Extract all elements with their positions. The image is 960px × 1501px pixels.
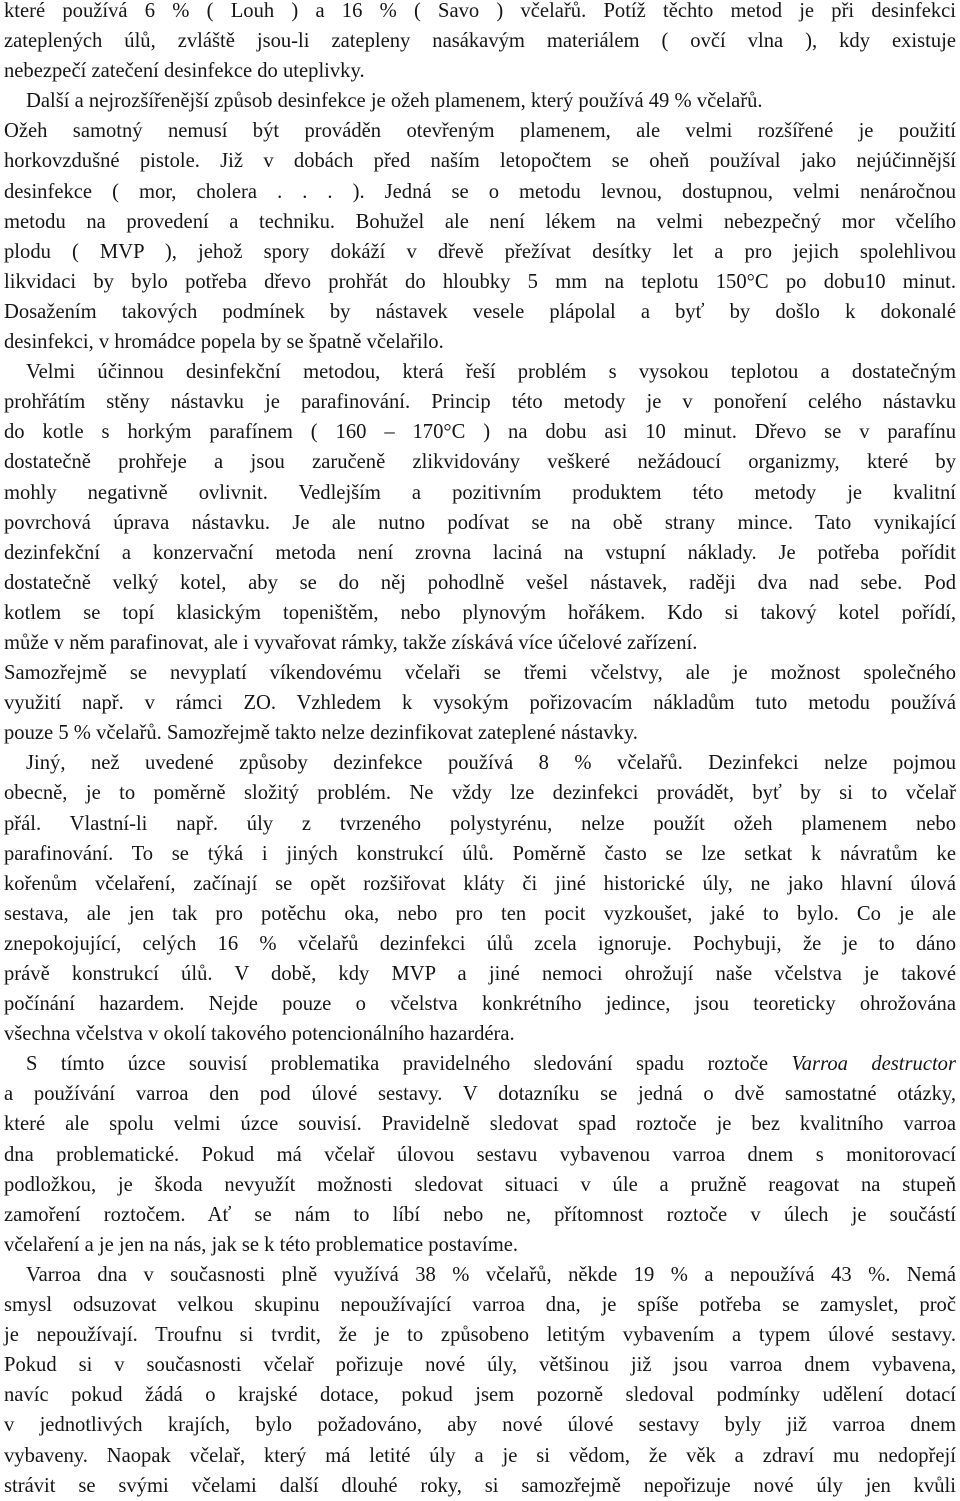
text-line-content: prohřátím stěny nástavku je parafinování. Princip této metody je v ponoření celého nástavku — [4, 391, 956, 414]
text-line — [4, 508, 956, 538]
text-line — [4, 177, 956, 207]
text-line-content: znepokojující, celých 16 % včelařů dezinfekci úlů zcela ignoruje. Pochybuji, že je to dáno — [4, 932, 956, 955]
text-line-content: zateplených úlů, zvláště jsou-li zatepleny nasákavým materiálem ( ovčí vlna ), kdy existuje — [4, 30, 956, 53]
text-line — [4, 839, 956, 869]
text-line — [4, 568, 956, 598]
text-line — [4, 1320, 956, 1350]
text-line-content: S tímto úzce souvisí problematika pravidelného sledování spadu roztoče — [26, 1053, 792, 1076]
text-line-content: navíc pokud žádá o krajské dotace, pokud jsem pozorně sledoval podmínky udělení dotací — [4, 1384, 956, 1407]
text-line-content: dna problematické. Pokud má včelař úlovou sestavu vybavenou varroa dnem s monitorovací — [4, 1143, 956, 1166]
text-line — [4, 1380, 956, 1410]
text-line-content: využití např. v rámci ZO. Vzhledem k vysokým pořizovacím nákladům tuto metodu používá — [4, 692, 956, 715]
text-line — [4, 387, 956, 417]
text-line-content: Ožeh samotný nemusí být prováděn otevřeným plamenem, ale velmi rozšířené je použití — [4, 120, 956, 143]
text-line — [4, 1109, 956, 1139]
text-line — [4, 56, 956, 86]
text-line — [4, 1441, 956, 1471]
text-line-content: povrchová úprava nástavku. Je ale nutno podívat se na obě strany mince. Tato vynikající — [4, 511, 956, 534]
text-line-content: desinfekci, v hromádce popela by se špatně včelařilo. — [4, 331, 444, 354]
document-page — [4, 0, 956, 1501]
text-line-content: Dosažením takových podmínek by nástavek vesele plápolal a byť by došlo k dokonalé — [4, 300, 956, 323]
text-line — [4, 869, 956, 899]
text-line — [4, 1200, 956, 1230]
paragraph-p1 — [4, 0, 956, 86]
text-line-content: dostatečně prohřeje a jsou zaručeně zlikvidovány veškeré nežádoucí organizmy, které by — [4, 451, 956, 474]
text-line-content: pouze 5 % včelařů. Samozřejmě takto nelze dezinfikovat zateplené nástavky. — [4, 722, 638, 745]
text-line-content: likvidaci by bylo potřeba dřevo prohřát do hloubky 5 mm na teplotu 150°C po dobu10 minut. — [4, 270, 956, 293]
text-line-content: v jednotlivých krajích, bylo požadováno, aby nové úlové sestavy byly již varroa dnem — [4, 1414, 956, 1437]
text-line — [4, 929, 956, 959]
text-line — [4, 86, 956, 116]
paragraph-p5 — [4, 1049, 956, 1260]
text-line-content: včelaření a je jen na nás, jak se k této problematice postavíme. — [4, 1233, 519, 1256]
text-line-content: nebezpečí zatečení desinfekce do uteplivky. — [4, 60, 365, 83]
text-line — [4, 207, 956, 237]
text-line-content: dezinfekční a konzervační metoda není zrovna laciná na vstupní náklady. Je potřeba pořídit — [4, 541, 956, 564]
text-line-content: metodu na provedení a techniku. Bohužel ale není lékem na velmi nebezpečný mor včelího — [4, 210, 956, 233]
text-line-content: desinfekce ( mor, cholera . . . ). Jedná se o metodu levnou, dostupnou, velmi nenáročnou — [4, 180, 956, 203]
text-line — [4, 357, 956, 387]
paragraph-p4 — [4, 748, 956, 1049]
text-line-content: Varroa dna v současnosti plně využívá 38 % včelařů, někde 19 % a nepoužívá 43 %. Nemá — [26, 1263, 956, 1286]
text-line — [4, 748, 956, 778]
text-line — [4, 116, 956, 146]
paragraph-p6 — [4, 1260, 956, 1501]
text-line-content: Velmi účinnou desinfekční metodou, která řeší problém s vysokou teplotou a dostatečným — [26, 361, 956, 384]
text-line-content: mohly negativně ovlivnit. Vedlejším a pozitivním produktem této metody je kvalitní — [4, 481, 956, 504]
text-line — [4, 899, 956, 929]
text-line-content: zamoření roztočem. Ať se nám to líbí nebo ne, přítomnost roztoče v úlech je součástí — [4, 1203, 956, 1226]
text-line-content: kotlem se topí klasickým topeništěm, nebo plynovým hořákem. Kdo si takový kotel pořídí, — [4, 601, 956, 624]
text-line — [4, 1290, 956, 1320]
paragraph-p2 — [4, 86, 956, 357]
text-line — [4, 598, 956, 628]
text-line — [4, 267, 956, 297]
text-line-content: Jiný, než uvedené způsoby dezinfekce používá 8 % včelařů. Dezinfekci nelze pojmou — [26, 752, 956, 775]
text-line — [4, 538, 956, 568]
text-line — [4, 297, 956, 327]
text-line-content: Pokud si v současnosti včelař pořizuje nové úly, většinou již jsou varroa dnem vybavena, — [4, 1354, 956, 1377]
text-line — [4, 959, 956, 989]
text-line-content: právě konstrukcí úlů. V době, kdy MVP a jiné nemoci ohrožují naše včelstva je takové — [4, 963, 956, 985]
text-line — [4, 146, 956, 176]
text-line-content: kořenům včelaření, začínají se opět rozšiřovat kláty či jiné historické úly, ne jako hlavní úlová — [4, 872, 956, 895]
text-line — [4, 989, 956, 1019]
paragraph-p3 — [4, 357, 956, 748]
text-line-content: Další a nejrozšířenější způsob desinfekce je ožeh plamenem, který používá 49 % včelařů. — [26, 90, 763, 113]
text-line — [4, 1230, 956, 1260]
text-line — [4, 1079, 956, 1109]
text-line-content: všechna včelstva v okolí takového potencionálního hazardéra. — [4, 1023, 515, 1046]
text-line — [4, 1471, 956, 1501]
text-line-content: počínání hazardem. Nejde pouze o včelstva konkrétního jedince, jsou teoreticky ohrožována — [4, 993, 956, 1016]
text-line-content: strávit se svými včelami další dlouhé roky, si samozřejmě nepořizuje nové úly jen kvůli — [4, 1474, 956, 1497]
text-line — [4, 1410, 956, 1440]
text-line — [4, 1170, 956, 1200]
text-line — [4, 1140, 956, 1170]
species-name-italic: Varroa destructor — [791, 1053, 956, 1076]
text-line-content: Samozřejmě se nevyplatí víkendovému včelaři se třemi včelstvy, ale je možnost společného — [4, 662, 956, 685]
text-line-content: které používá 6 % ( Louh ) a 16 % ( Savo ) včelařů. Potíž těchto metod je při desinfekci — [4, 0, 956, 22]
text-line — [4, 628, 956, 658]
text-line — [4, 478, 956, 508]
text-line — [4, 778, 956, 808]
text-line — [4, 688, 956, 718]
text-line — [4, 1350, 956, 1380]
text-line — [4, 417, 956, 447]
text-line-content: je nepoužívají. Troufnu si tvrdit, že je to způsobeno letitým vybavením a typem úlové sestavy. — [4, 1324, 956, 1347]
text-line-content: které ale spolu velmi úzce souvisí. Pravidelně sledovat spad roztoče je bez kvalitního varroa — [4, 1113, 956, 1136]
text-line-content: plodu ( MVP ), jehož spory dokáží v dřevě přežívat desítky let a pro jejich spolehlivou — [4, 240, 956, 263]
text-line — [4, 447, 956, 477]
text-line — [4, 1049, 956, 1079]
text-line — [4, 1260, 956, 1290]
text-line-content: dostatečně velký kotel, aby se do něj pohodlně vešel nástavek, raději dva nad sebe. Pod — [4, 571, 956, 594]
text-line-content: vybaveny. Naopak včelař, který má letité úly a je si vědom, že věk a zdraví mu nedopřejí — [4, 1444, 956, 1467]
text-line-content: smysl odsuzovat velkou skupinu nepoužívající varroa dna, je spíše potřeba se zamyslet, proč — [4, 1294, 956, 1317]
text-line — [4, 718, 956, 748]
text-line-content: parafinování. To se týká i jiných konstrukcí úlů. Poměrně často se lze setkat k návratům ke — [4, 842, 956, 865]
text-line-content: sestava, ale jen tak pro potěchu oka, nebo pro ten pocit vyzkoušet, jaké to bylo. Co je ale — [4, 902, 956, 925]
text-line-content: horkovzdušné pistole. Již v dobách před naším letopočtem se oheň používal jako nejúčinnější — [4, 150, 956, 173]
text-line-content: může v něm parafinovat, ale i vyvařovat rámky, takže získává více účelové zařízení. — [4, 631, 698, 654]
text-line — [4, 26, 956, 56]
text-line — [4, 809, 956, 839]
text-line — [4, 1019, 956, 1049]
text-line-content: obecně, je to poměrně složitý problém. Ne vždy lze dezinfekci provádět, byť by si to včelař — [4, 782, 956, 805]
text-line — [4, 327, 956, 357]
text-line-content: přál. Vlastní-li např. úly z tvrzeného polystyrénu, nelze použít ožeh plamenem nebo — [4, 812, 956, 835]
text-line-content: a používání varroa den pod úlové sestavy. V dotazníku se jedná o dvě samostatné otázky, — [4, 1083, 956, 1106]
text-line — [4, 0, 956, 26]
text-line — [4, 237, 956, 267]
text-line-content: podložkou, je škoda nevyužít možnosti sledovat situaci v úle a pružně reagovat na stupeň — [4, 1173, 956, 1196]
text-line — [4, 658, 956, 688]
text-line-content: do kotle s horkým parafínem ( 160 – 170°C ) na dobu asi 10 minut. Dřevo se v parafínu — [4, 421, 956, 444]
